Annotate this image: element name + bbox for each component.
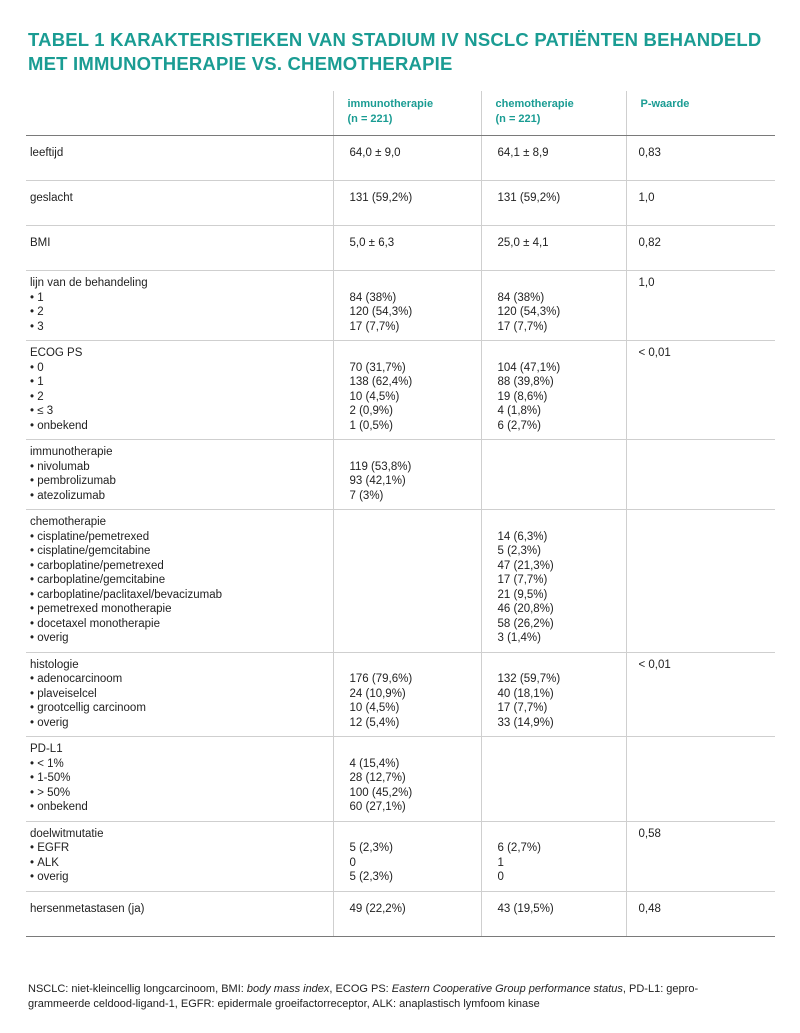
immuno-value: 17 (7,7%) — [349, 320, 400, 333]
sub-label: • docetaxel monotherapie — [30, 617, 329, 632]
footnote-text: NSCLC: niet-kleincellig longcarcinoom, BMI: — [28, 983, 247, 995]
chemo-value: 6 (2,7%) — [497, 842, 541, 854]
sub-label: • carboplatine/gemcitabine — [30, 573, 329, 588]
chemo-value: 3 (1,4%) — [497, 632, 541, 644]
header-empty — [26, 91, 333, 136]
sub-label: • 0 — [30, 361, 329, 376]
sub-label: • atezolizumab — [30, 489, 329, 504]
group-label: chemotherapie — [30, 516, 107, 528]
sub-label: • 3 — [30, 320, 329, 335]
row-chemotherapie — [26, 510, 775, 653]
sub-label: • carboplatine/pemetrexed — [30, 559, 329, 574]
table-footnote — [28, 982, 778, 1012]
sub-label: • 2 — [30, 305, 329, 320]
chemo-value: 132 (59,7%) — [497, 673, 561, 685]
immuno-value: 119 (53,8%) — [349, 460, 412, 473]
footnote-italic: Eastern Cooperative Group performance status — [391, 983, 623, 995]
row-leeftijd — [26, 136, 775, 181]
sub-label: • pemetrexed monotherapie — [30, 602, 329, 617]
row-label: BMI — [26, 226, 333, 271]
immuno-value: 10 (4,5%) — [349, 702, 400, 714]
p-value: 0,82 — [638, 237, 661, 249]
header-chemo-label: chemotherapie — [495, 98, 574, 110]
footnote-italic: body mass index — [246, 983, 330, 995]
group-label: histologie — [30, 658, 79, 671]
header-immunotherapie — [333, 91, 481, 136]
chemo-value: 17 (7,7%) — [497, 320, 548, 333]
footnote-text: grammeerde celdood-ligand-1, EGFR: epidermale groeifactorreceptor, ALK: anaplastisch lymfoom kinase — [28, 998, 540, 1010]
chemo-value: 4 (1,8%) — [497, 405, 541, 417]
sub-label: • overig — [30, 716, 329, 731]
group-label: PD-L1 — [30, 743, 63, 755]
row-bmi — [26, 226, 775, 271]
sub-label: • overig — [30, 870, 329, 885]
sub-label: • nivolumab — [30, 460, 329, 475]
chemo-value: 88 (39,8%) — [497, 376, 554, 388]
chemo-value: 84 (38%) — [497, 291, 545, 304]
immuno-value: 60 (27,1%) — [349, 801, 406, 813]
sub-label: • onbekend — [30, 800, 329, 815]
sub-label: • EGFR — [30, 841, 329, 856]
sub-label: • carboplatine/paclitaxel/bevacizumab — [30, 588, 329, 603]
sub-label: • grootcellig carcinoom — [30, 701, 329, 716]
row-geslacht — [26, 181, 775, 226]
chemo-value: 25,0 ± 4,1 — [497, 237, 549, 249]
immuno-value: 28 (12,7%) — [349, 772, 406, 784]
row-ecog-ps — [26, 341, 775, 440]
characteristics-table — [26, 91, 775, 937]
row-lijn-van-de-behandeling — [26, 271, 775, 341]
title-line-2: MET IMMUNOTHERAPIE VS. CHEMOTHERAPIE — [28, 53, 453, 74]
row-histologie — [26, 652, 775, 737]
sub-label: • overig — [30, 631, 329, 646]
p-value: < 0,01 — [638, 658, 671, 671]
immuno-value: 120 (54,3%) — [349, 306, 413, 318]
chemo-value: 1 — [497, 856, 504, 869]
immuno-value: 5 (2,3%) — [349, 842, 393, 854]
chemo-value: 6 (2,7%) — [497, 419, 541, 432]
chemo-value: 47 (21,3%) — [497, 559, 554, 572]
row-label: hersenmetastasen (ja) — [26, 891, 333, 936]
immuno-value: 4 (15,4%) — [349, 757, 400, 770]
immuno-value: 138 (62,4%) — [349, 376, 413, 388]
immuno-value: 84 (38%) — [349, 291, 397, 304]
row-immunotherapie — [26, 440, 775, 510]
immuno-value: 7 (3%) — [349, 489, 384, 502]
chemo-value: 131 (59,2%) — [497, 192, 561, 204]
immuno-value: 1 (0,5%) — [349, 419, 393, 432]
immuno-value: 131 (59,2%) — [349, 192, 413, 204]
sub-label: • 1 — [30, 375, 329, 390]
header-chemo-n: (n = 221) — [495, 112, 541, 125]
chemo-value: 58 (26,2%) — [497, 617, 554, 630]
sub-label: • onbekend — [30, 419, 329, 434]
immuno-value: 24 (10,9%) — [349, 687, 406, 700]
footnote-text: , PD-L1: gepro- — [622, 983, 699, 995]
immuno-value: 100 (45,2%) — [349, 786, 413, 799]
p-value: 0,58 — [638, 827, 661, 840]
chemo-value: 5 (2,3%) — [497, 545, 541, 557]
sub-label: • plaveiselcel — [30, 687, 329, 702]
group-label: immunotherapie — [30, 446, 113, 458]
sub-label: • ALK — [30, 856, 329, 871]
chemo-value: 33 (14,9%) — [497, 716, 554, 729]
header-pvalue-label: P-waarde — [640, 98, 690, 110]
row-label: leeftijd — [26, 136, 333, 181]
immuno-value: 5,0 ± 6,3 — [349, 237, 395, 249]
immuno-value: 93 (42,1%) — [349, 475, 406, 487]
chemo-value: 19 (8,6%) — [497, 390, 548, 403]
sub-label: • cisplatine/pemetrexed — [30, 530, 329, 545]
group-label: ECOG PS — [30, 347, 83, 359]
row-label: geslacht — [26, 181, 333, 226]
immuno-value: 176 (79,6%) — [349, 673, 413, 685]
chemo-value: 0 — [497, 871, 504, 883]
chemo-value: 17 (7,7%) — [497, 702, 548, 714]
p-value: < 0,01 — [638, 347, 671, 359]
immuno-value: 10 (4,5%) — [349, 390, 400, 403]
sub-label: • pembrolizumab — [30, 474, 329, 489]
immuno-value: 49 (22,2%) — [349, 902, 406, 915]
chemo-value: 43 (19,5%) — [497, 902, 554, 915]
sub-label: • 1-50% — [30, 771, 329, 786]
sub-label: • cisplatine/gemcitabine — [30, 544, 329, 559]
chemo-value: 17 (7,7%) — [497, 574, 548, 586]
sub-label: • ≤ 3 — [30, 404, 329, 419]
sub-label: • adenocarcinoom — [30, 672, 329, 687]
table-header-row — [26, 91, 775, 136]
group-label: lijn van de behandeling — [30, 277, 148, 289]
immuno-value: 5 (2,3%) — [349, 871, 393, 883]
footnote-text: , ECOG PS: — [329, 983, 392, 995]
sub-label: • < 1% — [30, 757, 329, 772]
chemo-value: 14 (6,3%) — [497, 530, 548, 543]
chemo-value: 21 (9,5%) — [497, 588, 548, 601]
sub-label: • > 50% — [30, 786, 329, 801]
chemo-value: 46 (20,8%) — [497, 603, 554, 615]
row-pd-l1 — [26, 737, 775, 822]
group-label: doelwitmutatie — [30, 827, 104, 840]
header-immuno-label: immunotherapie — [347, 98, 434, 110]
immuno-value: 2 (0,9%) — [349, 405, 393, 417]
p-value: 1,0 — [638, 192, 655, 204]
p-value: 1,0 — [638, 277, 655, 289]
row-hersenmetastasen — [26, 891, 775, 936]
sub-label: • 1 — [30, 291, 329, 306]
chemo-value: 64,1 ± 8,9 — [497, 147, 549, 159]
header-immuno-n: (n = 221) — [347, 112, 393, 125]
immuno-value: 64,0 ± 9,0 — [349, 147, 401, 159]
p-value: 0,83 — [638, 147, 661, 159]
immuno-value: 12 (5,4%) — [349, 716, 400, 729]
immuno-value: 70 (31,7%) — [349, 361, 406, 374]
sub-label: • 2 — [30, 390, 329, 405]
chemo-value: 40 (18,1%) — [497, 687, 554, 700]
immuno-value: 0 — [349, 856, 356, 869]
title-line-1: TABEL 1 KARAKTERISTIEKEN VAN STADIUM IV NSCLC PATIËNTEN BEHANDELD — [28, 29, 762, 50]
row-doelwitmutatie — [26, 821, 775, 891]
p-value: 0,48 — [638, 902, 661, 915]
table-title — [28, 28, 778, 76]
header-p-waarde — [626, 91, 775, 136]
header-chemotherapie — [481, 91, 626, 136]
chemo-value: 120 (54,3%) — [497, 306, 561, 318]
chemo-value: 104 (47,1%) — [497, 361, 561, 374]
